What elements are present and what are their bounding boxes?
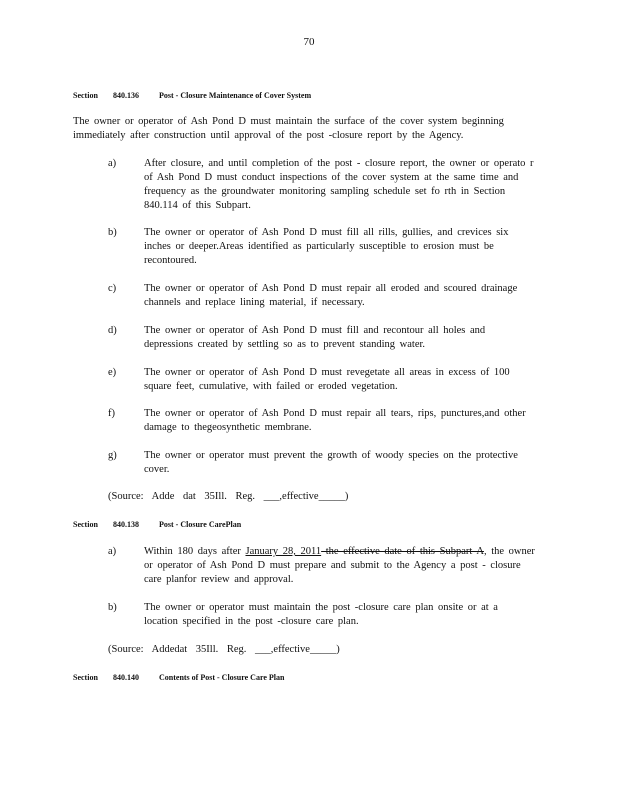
item-marker: a) xyxy=(108,158,117,169)
section-title: Post - Closure CarePlan xyxy=(159,520,242,529)
item-text: The owner or operator of Ash Pond D must revegetate all areas in excess of 100 square feet, cumulative, with failed or eroded vegetation. xyxy=(144,367,510,392)
item-text-prefix: Within 180 days after xyxy=(144,546,246,557)
item-text xyxy=(144,545,536,587)
section-136-intro: The owner or operator of Ash Pond D must maintain the surface of the cover system beginning immediately after construction until approval of the post -closure report by the Agency. xyxy=(73,116,504,141)
item-text: The owner or operator of Ash Pond D must repair all tears, rips, punctures,and other damage to thegeosynthetic membrane. xyxy=(144,408,526,433)
deleted-text: the effective date of this Subpart A xyxy=(321,546,484,557)
section-heading-840-138 xyxy=(73,520,241,529)
list-item-b xyxy=(108,226,538,268)
section-label: Section xyxy=(73,520,98,529)
item-text: The owner or operator must prevent the growth of woody species on the protective cover. xyxy=(144,450,518,475)
item-text: The owner or operator of Ash Pond D must fill and recontour all holes and depressions created by settling so as to prevent standing water. xyxy=(144,325,486,350)
item-text: The owner or operator of Ash Pond D must repair all eroded and scoured drainage channels and replace lining material, if necessary. xyxy=(144,283,518,308)
section-number: 840.138 xyxy=(113,520,139,529)
inserted-date: January 28, 2011 xyxy=(245,546,322,557)
item-marker: d) xyxy=(108,325,117,336)
section-heading-840-136 xyxy=(73,91,311,100)
source-note-138: (Source: Addedat 35Ill. Reg. ___,effective_____) xyxy=(108,644,340,655)
section-label: Section xyxy=(73,673,98,682)
item-marker: b) xyxy=(108,227,117,238)
list-item-a xyxy=(108,157,538,213)
list-item-e xyxy=(108,366,538,394)
item-marker: c) xyxy=(108,283,117,294)
section-heading-840-140 xyxy=(73,673,284,682)
section-label: Section xyxy=(73,91,98,100)
list-item-f xyxy=(108,407,538,435)
item-marker: g) xyxy=(108,450,117,461)
item-text: The owner or operator must maintain the post -closure care plan onsite or at a location specified in the post -closure care plan. xyxy=(144,602,498,627)
section-number: 840.140 xyxy=(113,673,139,682)
item-marker: a) xyxy=(108,546,117,557)
item-text: After closure, and until completion of the post - closure report, the owner or operato r of Ash Pond D must conduct inspections of the cover system at the same time and frequency as the groundwater monitoring sampling schedule set fo rth in Section 840.114 of this Subpart. xyxy=(144,158,534,211)
list-item-a xyxy=(108,545,538,587)
item-marker: b) xyxy=(108,602,117,613)
page-number: 70 xyxy=(303,36,315,48)
section-title: Contents of Post - Closure Care Plan xyxy=(159,673,285,682)
source-note-136: (Source: Adde dat 35Ill. Reg. ___,effective_____) xyxy=(108,491,349,502)
section-number: 840.136 xyxy=(113,91,139,100)
section-title: Post - Closure Maintenance of Cover System xyxy=(159,91,312,100)
list-item-d xyxy=(108,324,538,352)
list-item-b xyxy=(108,601,538,629)
list-item-c xyxy=(108,282,538,310)
item-marker: e) xyxy=(108,367,117,378)
item-text: The owner or operator of Ash Pond D must fill all rills, gullies, and crevices six inches or deeper.Areas identified as particularly susceptible to erosion must be recontoured. xyxy=(144,227,509,266)
item-text-suffix: , the owner or operator of Ash Pond D must prepare and submit to the Agency a post - closure care planfor review and approval. xyxy=(144,546,535,585)
list-item-g xyxy=(108,449,538,477)
item-marker: f) xyxy=(108,408,115,419)
